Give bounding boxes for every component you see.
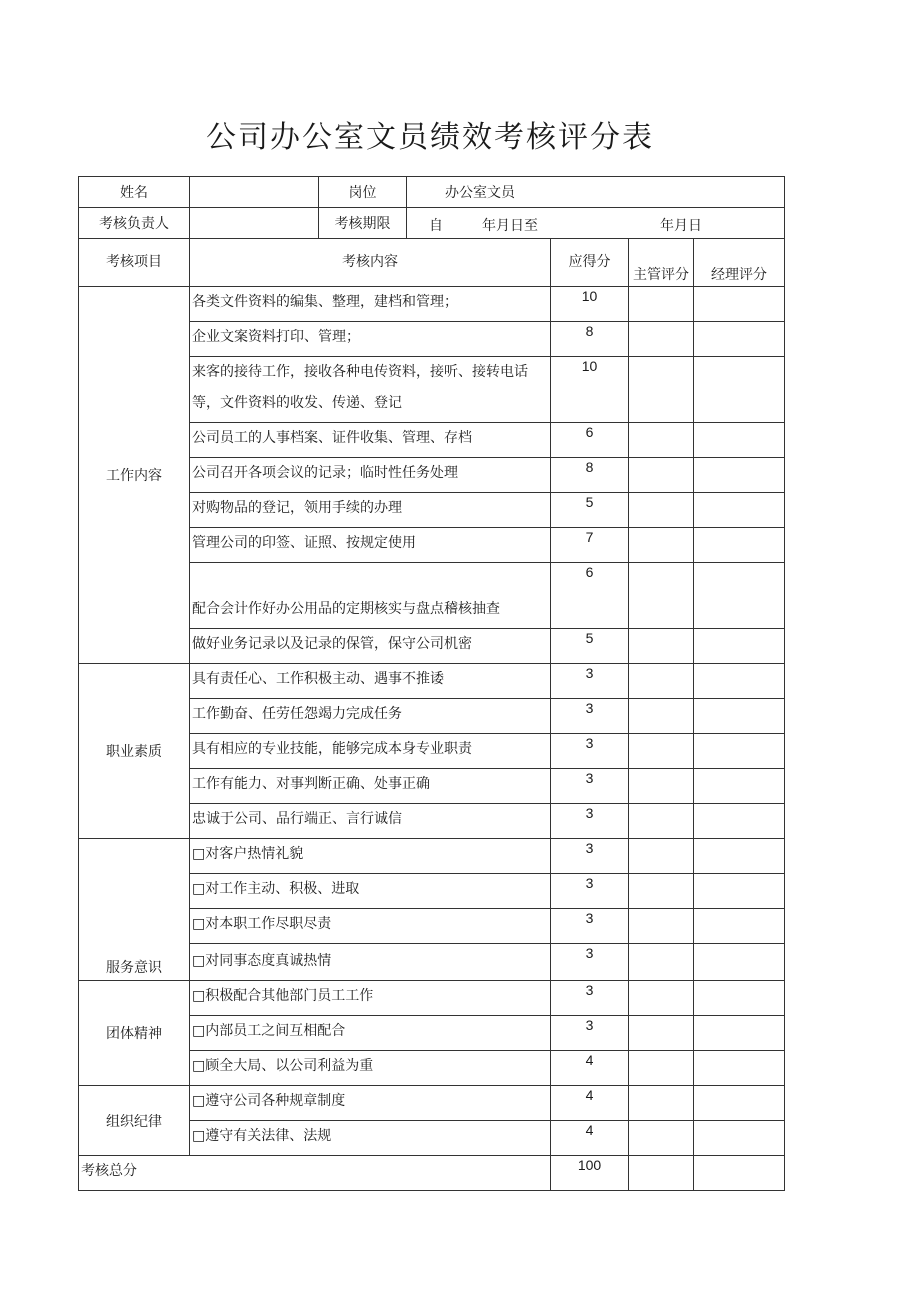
manager-score-cell[interactable] xyxy=(694,322,785,357)
criterion-text: 配合会计作好办公用品的定期核实与盘点稽核抽查 xyxy=(190,563,551,629)
supervisor-score-cell[interactable] xyxy=(629,981,694,1016)
col-score-header: 应得分 xyxy=(551,239,629,287)
manager-score-cell[interactable] xyxy=(694,874,785,909)
table-row xyxy=(79,664,785,699)
expected-score: 3 xyxy=(551,839,629,874)
manager-score-cell[interactable] xyxy=(694,493,785,528)
expected-score: 8 xyxy=(551,458,629,493)
expected-score: 6 xyxy=(551,563,629,629)
expected-score: 3 xyxy=(551,1016,629,1051)
manager-score-cell[interactable] xyxy=(694,804,785,839)
supervisor-score-cell[interactable] xyxy=(629,769,694,804)
category-work-content: 工作内容 xyxy=(79,287,190,664)
total-label: 考核总分 xyxy=(79,1156,551,1191)
expected-score: 8 xyxy=(551,322,629,357)
expected-score: 10 xyxy=(551,357,629,423)
category-discipline: 组织纪律 xyxy=(79,1086,190,1156)
criterion-text: 各类文件资料的编集、整理，建档和管理； xyxy=(190,287,551,322)
supervisor-score-cell[interactable] xyxy=(629,423,694,458)
page-title: 公司办公室文员绩效考核评分表 xyxy=(206,120,654,155)
manager-score-cell[interactable] xyxy=(694,839,785,874)
criterion-text: □对工作主动、积极、进取 xyxy=(190,874,551,909)
criterion-text: □对本职工作尽职尽责 xyxy=(190,909,551,944)
total-row xyxy=(79,1156,785,1191)
manager-score-cell[interactable] xyxy=(694,629,785,664)
criterion-text: □对客户热情礼貌 xyxy=(190,839,551,874)
criterion-text: 具有相应的专业技能，能够完成本身专业职责 xyxy=(190,734,551,769)
criterion-text: □遵守有关法律、法规 xyxy=(190,1121,551,1156)
category-team-spirit: 团体精神 xyxy=(79,981,190,1086)
criterion-text: 企业文案资料打印、管理； xyxy=(190,322,551,357)
col-manager-header: 经理评分 xyxy=(694,239,785,287)
manager-score-cell[interactable] xyxy=(694,699,785,734)
supervisor-score-cell[interactable] xyxy=(629,1121,694,1156)
manager-score-cell[interactable] xyxy=(694,981,785,1016)
supervisor-score-cell[interactable] xyxy=(629,563,694,629)
expected-score: 3 xyxy=(551,944,629,981)
criterion-text: 工作有能力、对事判断正确、处事正确 xyxy=(190,769,551,804)
supervisor-score-cell[interactable] xyxy=(629,944,694,981)
expected-score: 7 xyxy=(551,528,629,563)
manager-score-cell[interactable] xyxy=(694,1086,785,1121)
period-label: 考核期限 xyxy=(319,208,407,239)
total-score: 100 xyxy=(551,1156,629,1191)
expected-score: 3 xyxy=(551,734,629,769)
supervisor-score-cell[interactable] xyxy=(629,734,694,769)
expected-score: 3 xyxy=(551,804,629,839)
criterion-text: 来客的接待工作，接收各种电传资料，接听、接转电话等，文件资料的收发、传递、登记 xyxy=(190,357,551,423)
category-service-awareness: 服务意识 xyxy=(79,839,190,981)
criterion-text: □顾全大局、以公司利益为重 xyxy=(190,1051,551,1086)
criterion-text: 忠诚于公司、品行端正、言行诚信 xyxy=(190,804,551,839)
criterion-text: 具有责任心、工作积极主动、遇事不推诿 xyxy=(190,664,551,699)
expected-score: 3 xyxy=(551,699,629,734)
criterion-text: □积极配合其他部门员工工作 xyxy=(190,981,551,1016)
criterion-text: 对购物品的登记，领用手续的办理 xyxy=(190,493,551,528)
supervisor-score-cell[interactable] xyxy=(629,322,694,357)
manager-score-cell[interactable] xyxy=(694,769,785,804)
period-from: 自 xyxy=(429,218,443,234)
manager-score-cell[interactable] xyxy=(694,563,785,629)
assessor-row xyxy=(79,208,785,239)
supervisor-score-cell[interactable] xyxy=(629,1016,694,1051)
criterion-text: 做好业务记录以及记录的保管，保守公司机密 xyxy=(190,629,551,664)
expected-score: 5 xyxy=(551,493,629,528)
table-row xyxy=(79,287,785,322)
supervisor-score-cell[interactable] xyxy=(629,1086,694,1121)
name-field[interactable] xyxy=(190,177,319,208)
evaluation-table xyxy=(78,176,785,1191)
supervisor-score-cell[interactable] xyxy=(629,493,694,528)
table-row xyxy=(79,981,785,1016)
name-row xyxy=(79,177,785,208)
supervisor-score-cell[interactable] xyxy=(629,357,694,423)
expected-score: 3 xyxy=(551,909,629,944)
expected-score: 4 xyxy=(551,1051,629,1086)
manager-score-cell[interactable] xyxy=(694,1121,785,1156)
manager-score-cell[interactable] xyxy=(694,423,785,458)
manager-score-cell[interactable] xyxy=(694,458,785,493)
supervisor-score-cell[interactable] xyxy=(629,874,694,909)
expected-score: 4 xyxy=(551,1121,629,1156)
criterion-text: 公司员工的人事档案、证件收集、管理、存档 xyxy=(190,423,551,458)
supervisor-score-cell[interactable] xyxy=(629,287,694,322)
expected-score: 3 xyxy=(551,769,629,804)
manager-score-cell[interactable] xyxy=(694,909,785,944)
manager-score-cell[interactable] xyxy=(694,1051,785,1086)
supervisor-score-cell[interactable] xyxy=(629,839,694,874)
expected-score: 3 xyxy=(551,874,629,909)
manager-score-cell[interactable] xyxy=(694,664,785,699)
supervisor-score-cell[interactable] xyxy=(629,629,694,664)
supervisor-total-cell[interactable] xyxy=(629,1156,694,1191)
supervisor-score-cell[interactable] xyxy=(629,909,694,944)
position-label: 岗位 xyxy=(319,177,407,208)
table-row xyxy=(79,1086,785,1121)
expected-score: 3 xyxy=(551,664,629,699)
position-value: 办公室文员 xyxy=(407,177,785,208)
category-professional-quality: 职业素质 xyxy=(79,664,190,839)
expected-score: 5 xyxy=(551,629,629,664)
criterion-text: 公司召开各项会议的记录；临时性任务处理 xyxy=(190,458,551,493)
supervisor-score-cell[interactable] xyxy=(629,699,694,734)
col-content-header: 考核内容 xyxy=(190,239,551,287)
manager-score-cell[interactable] xyxy=(694,1016,785,1051)
criterion-text: □遵守公司各种规章制度 xyxy=(190,1086,551,1121)
period-mid: 年月日至 xyxy=(482,218,538,234)
criterion-text: 工作勤奋、任劳任怨竭力完成任务 xyxy=(190,699,551,734)
supervisor-score-cell[interactable] xyxy=(629,804,694,839)
manager-score-cell[interactable] xyxy=(694,528,785,563)
period-field[interactable] xyxy=(407,208,785,239)
supervisor-score-cell[interactable] xyxy=(629,528,694,563)
manager-score-cell[interactable] xyxy=(694,357,785,423)
expected-score: 6 xyxy=(551,423,629,458)
column-header-row xyxy=(79,239,785,287)
supervisor-score-cell[interactable] xyxy=(629,1051,694,1086)
period-end: 年月日 xyxy=(660,218,702,234)
col-supervisor-header: 主管评分 xyxy=(629,239,694,287)
criterion-text: 管理公司的印签、证照、按规定使用 xyxy=(190,528,551,563)
table-row xyxy=(79,839,785,874)
manager-score-cell[interactable] xyxy=(694,944,785,981)
assessor-field[interactable] xyxy=(190,208,319,239)
manager-total-cell[interactable] xyxy=(694,1156,785,1191)
criterion-text: □内部员工之间互相配合 xyxy=(190,1016,551,1051)
manager-score-cell[interactable] xyxy=(694,287,785,322)
assessor-label: 考核负责人 xyxy=(79,208,190,239)
criterion-text: □对同事态度真诚热情 xyxy=(190,944,551,981)
manager-score-cell[interactable] xyxy=(694,734,785,769)
col-item-header: 考核项目 xyxy=(79,239,190,287)
supervisor-score-cell[interactable] xyxy=(629,664,694,699)
expected-score: 4 xyxy=(551,1086,629,1121)
expected-score: 10 xyxy=(551,287,629,322)
expected-score: 3 xyxy=(551,981,629,1016)
name-label: 姓名 xyxy=(79,177,190,208)
supervisor-score-cell[interactable] xyxy=(629,458,694,493)
